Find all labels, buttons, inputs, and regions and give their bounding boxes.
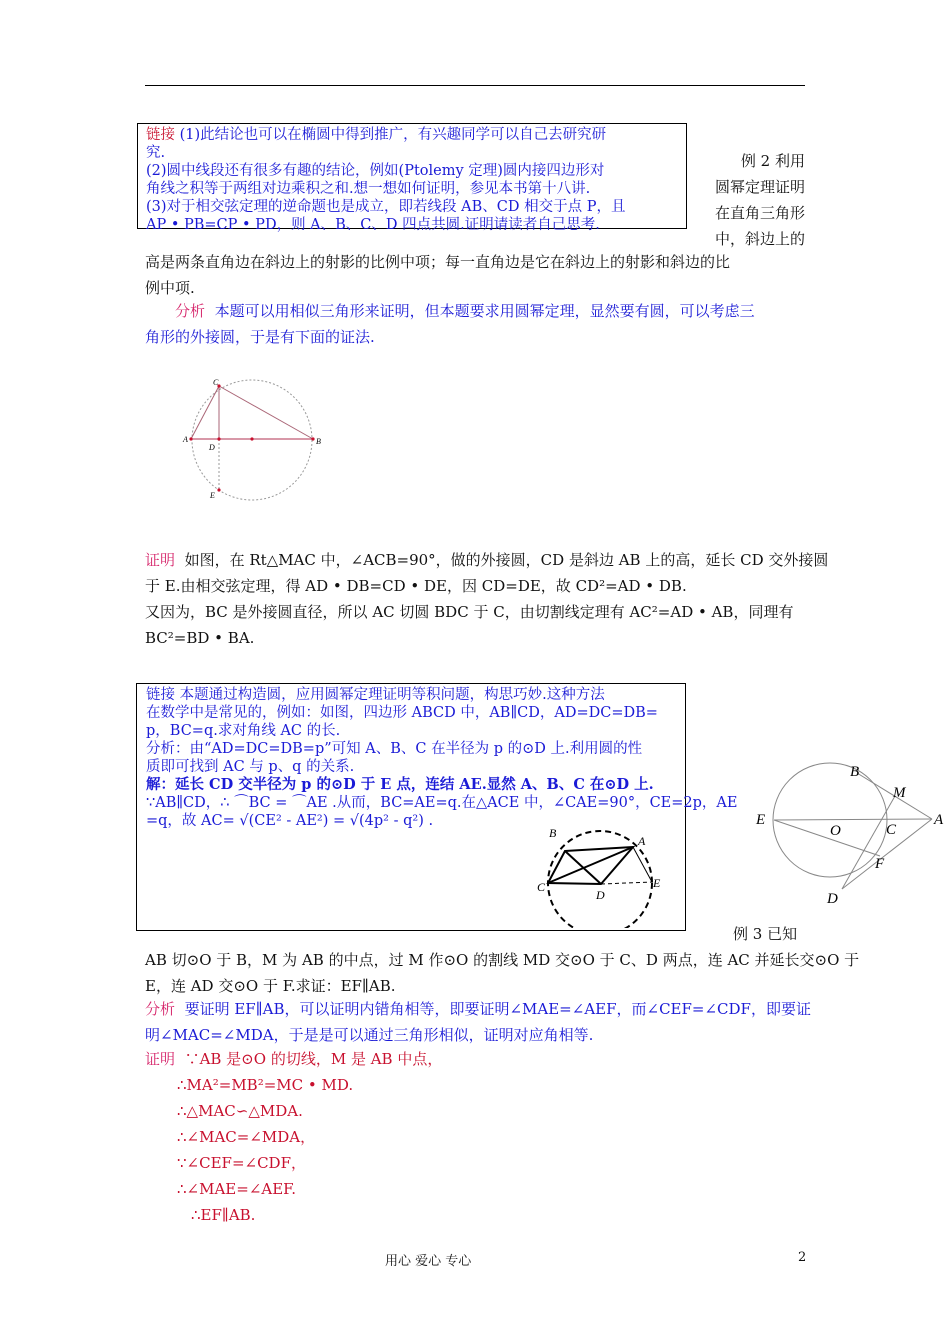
page-number: 2 bbox=[798, 1250, 807, 1265]
box1-line: (3)对于相交弦定理的逆命题也是成立，即若线段 AB、CD 相交于点 P，且 bbox=[146, 199, 626, 215]
example2-line: 高是两条直角边在斜边上的射影的比例中项；每一直角边是它在斜边上的射影和斜边的比 bbox=[145, 253, 731, 271]
example2-side-line: 圆幂定理证明 bbox=[714, 178, 805, 196]
label-O: O bbox=[830, 823, 841, 839]
proof-2-step: ∴MA²=MB²=MC • MD. bbox=[177, 1076, 354, 1094]
label-E: E bbox=[756, 812, 766, 828]
proof-1 bbox=[145, 547, 828, 651]
label-D: D bbox=[596, 888, 605, 902]
example3-body bbox=[145, 947, 859, 999]
link-box-1-text bbox=[146, 126, 625, 234]
proof-2-step: ∴△MAC∽△MDA. bbox=[177, 1102, 303, 1120]
label-A: A bbox=[638, 834, 646, 848]
figure-tangent-secant bbox=[752, 762, 947, 912]
proof-2-line: 证明 ∵AB 是⊙O 的切线，M 是 AB 中点， bbox=[145, 1050, 443, 1068]
figure-quadrilateral-circle bbox=[535, 823, 675, 928]
analysis-2-line: 明∠MAC=∠MDA，于是是可以通过三角形相似，证明对应角相等. bbox=[145, 1026, 594, 1044]
analysis-label: 分析 bbox=[145, 1000, 176, 1018]
box1-line: 究. bbox=[146, 145, 166, 161]
box2-line: p，BC=q.求对角线 AC 的长. bbox=[146, 723, 341, 739]
proof-2-step: ∵∠CEF=∠CDF， bbox=[177, 1154, 306, 1172]
label-D: D bbox=[827, 891, 838, 907]
point-E bbox=[217, 488, 220, 491]
proof-2 bbox=[145, 1046, 442, 1228]
box2-line: ∵AB∥CD，∴ ⌒BC = ⌒AE .从而，BC=AE=q.在△ACE 中，∠CAE=90°，CE=2p，AE bbox=[146, 795, 738, 811]
proof-label: 证明 bbox=[145, 551, 176, 569]
circle-D bbox=[548, 831, 652, 928]
proof-2-step: ∴∠MAE=∠AEF. bbox=[177, 1180, 297, 1198]
example2-side-line: 在直角三角形 bbox=[714, 204, 805, 222]
label-C: C bbox=[537, 880, 546, 894]
header-rule bbox=[145, 85, 805, 86]
label-F: F bbox=[875, 856, 885, 872]
proof-1-line: BC²=BD • BA. bbox=[145, 629, 255, 647]
box2-line: 分析：由“AD=DC=DB=p”可知 A、B、C 在半径为 p 的⊙D 上.利用圆的性 bbox=[146, 741, 643, 757]
box2-line: 在数学中是常见的，例如：如图，四边形 ABCD 中，AB∥CD，AD=DC=DB= bbox=[146, 705, 658, 721]
footer-center-text: 用心 爱心 专心 bbox=[385, 1254, 472, 1269]
analysis-1 bbox=[145, 298, 755, 350]
box1-line: AP • PB=CP • PD，则 A、B、C、D 四点共圆.证明请读者自己思考. bbox=[146, 217, 600, 233]
point-A bbox=[189, 437, 192, 440]
line-EA bbox=[774, 819, 932, 820]
analysis-1-line: 角形的外接圆，于是有下面的证法. bbox=[145, 328, 375, 346]
analysis-2 bbox=[145, 996, 811, 1048]
box1-line: 链接 (1)此结论也可以在椭圆中得到推广，有兴趣同学可以自己去研究研 bbox=[146, 127, 607, 143]
proof-label: 证明 bbox=[145, 1050, 176, 1068]
analysis-2-line: 分析 要证明 EF∥AB，可以证明内错角相等，即要证明∠MAE=∠AEF，而∠CEF=∠CDF，即要证 bbox=[145, 1000, 811, 1018]
box2-line: 质即可找到 AC 与 p、q 的关系. bbox=[146, 759, 355, 775]
label-E: E bbox=[653, 876, 661, 890]
box2-line: 链接 本题通过构造圆，应用圆幂定理证明等积问题，构思巧妙.这种方法 bbox=[146, 687, 605, 703]
box1-line: 角线之积等于两组对边乘积之和.想一想如何证明，参见本书第十八讲. bbox=[146, 181, 591, 197]
proof-1-line: 于 E.由相交弦定理，得 AD • DB=CD • DE，因 CD=DE，故 CD²=AD • DB. bbox=[145, 577, 687, 595]
label-C: C bbox=[886, 822, 897, 838]
example3-side: 例 3 已知 bbox=[733, 925, 798, 943]
proof-1-line: 又因为，BC 是外接圆直径，所以 AC 切圆 BDC 于 C，由切割线定理有 AC²=AD • AB，同理有 bbox=[145, 603, 794, 621]
link-box-2-text bbox=[146, 686, 737, 830]
diagonal-AC bbox=[548, 847, 633, 883]
example2-side-line: 例 2 利用 bbox=[740, 152, 805, 170]
box2-line: 解：延长 CD 交半径为 p 的⊙D 于 E 点，连结 AE.显然 A、B、C 在⊙D 上. bbox=[146, 776, 654, 793]
point-O bbox=[250, 437, 253, 440]
example2-side-line: 中，斜边上的 bbox=[714, 230, 805, 248]
analysis-label: 分析 bbox=[175, 302, 206, 320]
label-B: B bbox=[850, 764, 860, 780]
label-A: A bbox=[934, 812, 944, 828]
label-B: B bbox=[549, 826, 557, 840]
label-E: E bbox=[210, 491, 215, 500]
side-AC bbox=[191, 386, 219, 439]
side-BC bbox=[219, 386, 313, 439]
example2-body bbox=[145, 249, 730, 301]
example2-side bbox=[700, 148, 805, 252]
label-A: A bbox=[183, 435, 188, 444]
point-D bbox=[217, 437, 220, 440]
label-B: B bbox=[316, 437, 321, 446]
example3-line: AB 切⊙O 于 B，M 为 AB 的中点，过 M 作⊙O 的割线 MD 交⊙O 于 C、D 两点，连 AC 并延长交⊙O 于 bbox=[145, 951, 860, 969]
analysis-1-line: 分析 本题可以用相似三角形来证明，但本题要求用圆幂定理，显然要有圆，可以考虑三 bbox=[175, 302, 755, 320]
proof-2-step: ∴∠MAC=∠MDA， bbox=[177, 1128, 316, 1146]
segment-DE bbox=[601, 882, 652, 884]
diagonal-BD bbox=[565, 851, 601, 884]
label-M: M bbox=[893, 785, 906, 801]
proof-1-line: 证明 如图，在 Rt△MAC 中，∠ACB=90°，做的外接圆，CD 是斜边 AB 上的高，延长 CD 交外接圆 bbox=[145, 551, 829, 569]
secant-MD bbox=[842, 796, 895, 889]
example3-line: E，连 AD 交⊙O 于 F.求证：EF∥AB. bbox=[145, 977, 396, 995]
point-B bbox=[311, 437, 314, 440]
box2-line: =q，故 AC= √(CE² - AE²) = √(4p² - q²) . bbox=[146, 813, 434, 829]
label-D: D bbox=[209, 443, 215, 452]
label-C: C bbox=[213, 378, 219, 387]
example2-line: 例中项. bbox=[145, 279, 195, 297]
figure-right-triangle-circle bbox=[175, 372, 335, 507]
proof-2-step: ∴EF∥AB. bbox=[191, 1206, 256, 1224]
line-EF bbox=[774, 820, 880, 856]
box1-line: (2)圆中线段还有很多有趣的结论，例如(Ptolemy 定理)圆内接四边形对 bbox=[146, 163, 605, 179]
